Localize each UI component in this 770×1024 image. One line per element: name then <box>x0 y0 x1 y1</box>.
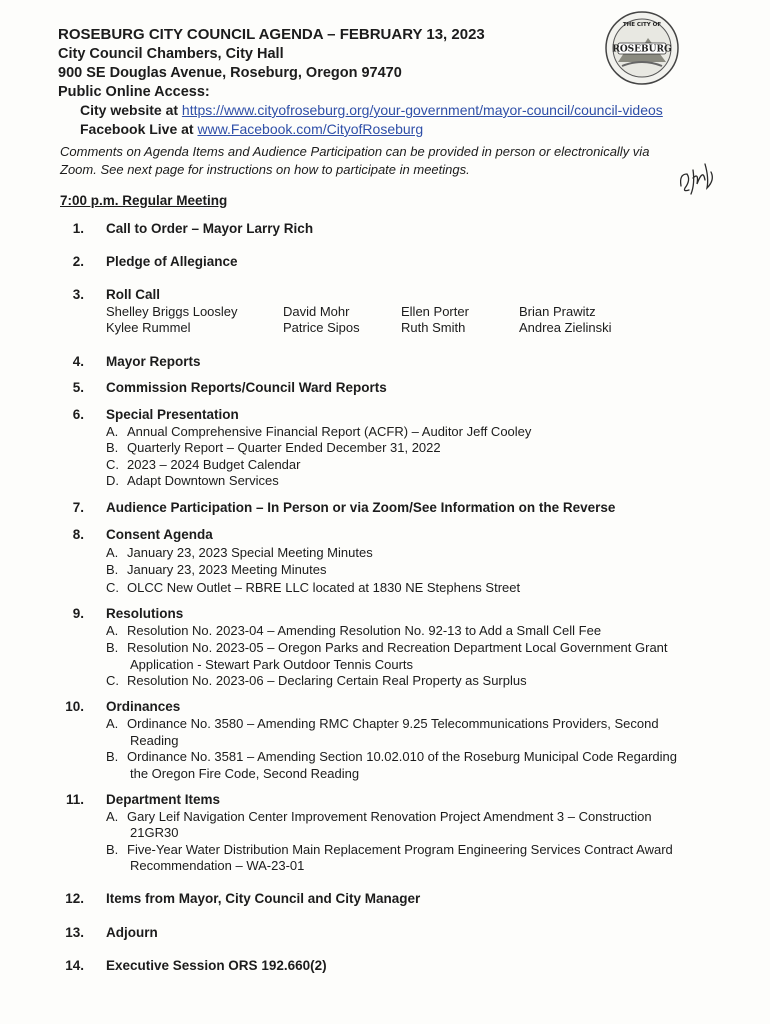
council-member: Patrice Sipos <box>283 320 360 335</box>
item-8-title: Consent Agenda <box>106 527 213 542</box>
council-member: Ruth Smith <box>401 320 466 335</box>
regular-meeting-heading: 7:00 p.m. Regular Meeting <box>60 193 228 208</box>
facebook-link[interactable]: www.Facebook.com/CityofRoseburg <box>197 121 424 137</box>
website-link[interactable]: https://www.cityofroseburg.org/your-government/mayor-council/council-videos <box>181 102 663 118</box>
council-member: Shelley Briggs Loosley <box>106 304 238 319</box>
council-member: Kylee Rummel <box>106 320 191 335</box>
item-6-sub-d: D. Adapt Downtown Services <box>106 473 279 488</box>
item-7-number: 7. <box>72 500 84 515</box>
item-9-sub-c: C. Resolution No. 2023-06 – Declaring Certain Real Property as Surplus <box>106 673 527 688</box>
council-member: David Mohr <box>283 304 350 319</box>
item-10-sub-b-continued: the Oregon Fire Code, Second Reading <box>130 766 360 781</box>
website-line <box>80 102 663 118</box>
item-6-title: Special Presentation <box>106 407 239 422</box>
council-member: Brian Prawitz <box>519 304 596 319</box>
council-member: Andrea Zielinski <box>519 320 612 335</box>
facebook-label: Facebook Live at <box>80 121 198 137</box>
item-10-sub-a: A. Ordinance No. 3580 – Amending RMC Chapter 9.25 Telecommunications Providers, Second <box>106 716 659 731</box>
item-6-sub-a: A. Annual Comprehensive Financial Report (ACFR) – Auditor Jeff Cooley <box>106 424 532 439</box>
item-13-title: Adjourn <box>106 925 158 940</box>
item-8-sub-a: A. January 23, 2023 Special Meeting Minutes <box>106 545 373 560</box>
item-8-number: 8. <box>72 527 84 542</box>
item-9-sub-b-continued: Application - Stewart Park Outdoor Tennis Courts <box>130 657 414 672</box>
item-9-sub-b: B. Resolution No. 2023-05 – Oregon Parks and Recreation Department Local Government Grant <box>106 640 668 655</box>
participation-note-line-2: Zoom. See next page for instructions on how to participate in meetings. <box>60 162 470 177</box>
item-2-number: 2. <box>72 254 84 269</box>
agenda-title: ROSEBURG CITY COUNCIL AGENDA – FEBRUARY 13, 2023 <box>58 26 485 43</box>
item-14-title: Executive Session ORS 192.660(2) <box>106 958 327 973</box>
item-9-sub-a: A. Resolution No. 2023-04 – Amending Resolution No. 92-13 to Add a Small Cell Fee <box>106 623 602 638</box>
meeting-address: 900 SE Douglas Avenue, Roseburg, Oregon 97470 <box>58 65 402 81</box>
item-13-number: 13. <box>65 925 84 940</box>
svg-text:ROSEBURG: ROSEBURG <box>612 44 672 55</box>
item-9-number: 9. <box>72 606 84 621</box>
item-12-title: Items from Mayor, City Council and City Manager <box>106 891 421 906</box>
item-3-title: Roll Call <box>106 287 161 302</box>
item-11-sub-a-continued: 21GR30 <box>130 825 179 840</box>
item-1-title: Call to Order – Mayor Larry Rich <box>106 221 314 236</box>
meeting-location: City Council Chambers, City Hall <box>58 46 284 62</box>
item-9-title: Resolutions <box>106 606 184 621</box>
facebook-line <box>80 121 423 137</box>
item-10-sub-b: B. Ordinance No. 3581 – Amending Section 10.02.010 of the Roseburg Municipal Code Regarding <box>106 749 677 764</box>
city-seal-logo <box>604 10 680 86</box>
item-6-number: 6. <box>72 407 84 422</box>
item-10-title: Ordinances <box>106 699 181 714</box>
handwritten-initials <box>675 160 721 196</box>
item-6-sub-b: B. Quarterly Report – Quarter Ended December 31, 2022 <box>106 440 441 455</box>
item-5-title: Commission Reports/Council Ward Reports <box>106 380 387 395</box>
item-4-title: Mayor Reports <box>106 354 201 369</box>
item-12-number: 12. <box>65 891 84 906</box>
item-14-number: 14. <box>65 958 84 973</box>
item-11-number: 11. <box>65 792 84 807</box>
item-5-number: 5. <box>72 380 84 395</box>
public-access-heading: Public Online Access: <box>58 84 210 100</box>
item-7-title: Audience Participation – In Person or via Zoom/See Information on the Reverse <box>106 500 616 515</box>
item-8-sub-b: B. January 23, 2023 Meeting Minutes <box>106 562 327 577</box>
item-4-number: 4. <box>72 354 84 369</box>
item-10-sub-a-continued: Reading <box>130 733 179 748</box>
item-6-sub-c: C. 2023 – 2024 Budget Calendar <box>106 457 301 472</box>
item-2-title: Pledge of Allegiance <box>106 254 238 269</box>
svg-text:THE CITY OF: THE CITY OF <box>622 22 662 28</box>
item-11-title: Department Items <box>106 792 221 807</box>
item-11-sub-b-continued: Recommendation – WA-23-01 <box>130 858 305 873</box>
item-11-sub-b: B. Five-Year Water Distribution Main Replacement Program Engineering Services Contract Award <box>106 842 673 857</box>
council-member: Ellen Porter <box>401 304 469 319</box>
item-3-number: 3. <box>72 287 84 302</box>
item-1-number: 1. <box>72 221 84 236</box>
website-label: City website at <box>80 102 182 118</box>
item-10-number: 10. <box>65 699 84 714</box>
item-11-sub-a: A. Gary Leif Navigation Center Improvement Renovation Project Amendment 3 – Construction <box>106 809 652 824</box>
participation-note-line-1: Comments on Agenda Items and Audience Participation can be provided in person or electronically via <box>60 144 650 159</box>
item-8-sub-c: C. OLCC New Outlet – RBRE LLC located at 1830 NE Stephens Street <box>106 580 521 595</box>
